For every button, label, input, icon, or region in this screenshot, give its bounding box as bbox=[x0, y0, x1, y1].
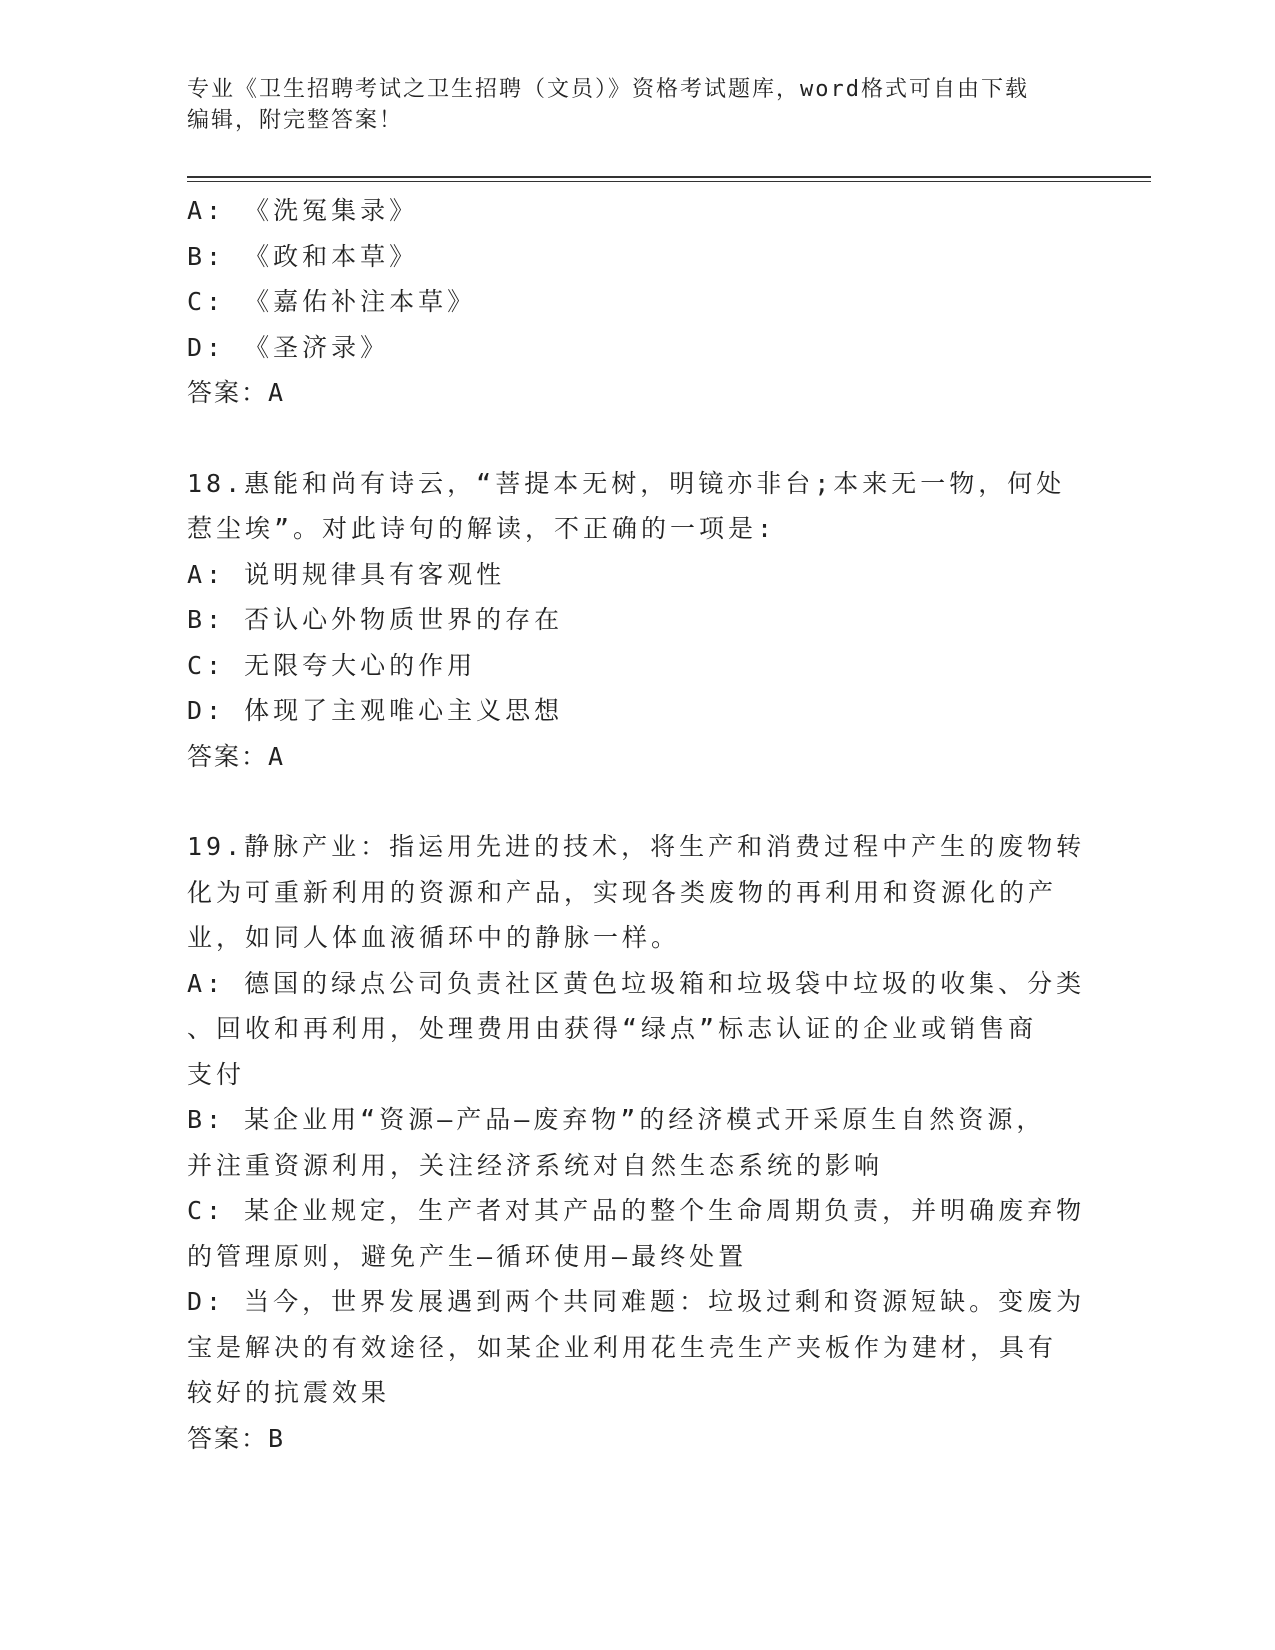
q18-question-line-2: 惹尘埃”。对此诗句的解读，不正确的一项是: bbox=[187, 514, 777, 543]
q18-question-line-1: 18.惠能和尚有诗云，“菩提本无树，明镜亦非台;本来无一物，何处 bbox=[187, 468, 1066, 498]
q18-answer: 答案：A bbox=[187, 741, 286, 771]
q17-option-c: C: 《嘉佑补注本草》 bbox=[187, 287, 477, 316]
q17-option-a: A: 《洗冤集录》 bbox=[187, 196, 419, 225]
question-17 bbox=[187, 188, 1087, 416]
question-19 bbox=[187, 824, 1087, 1461]
q19-option-a-line-1: A: 德国的绿点公司负责社区黄色垃圾箱和垃圾袋中垃圾的收集、分类 bbox=[187, 968, 1086, 998]
header-divider-thin bbox=[187, 181, 1151, 182]
q18-option-b: B: 否认心外物质世界的存在 bbox=[187, 605, 564, 634]
q18-option-d: D: 体现了主观唯心主义思想 bbox=[187, 696, 564, 725]
q19-option-d-line-3: 较好的抗震效果 bbox=[187, 1378, 391, 1407]
q19-question-line-1: 19.静脉产业：指运用先进的技术，将生产和消费过程中产生的废物转 bbox=[187, 832, 1086, 861]
header-divider-thick bbox=[187, 176, 1151, 178]
q19-option-b-line-1: B: 某企业用“资源—产品—废弃物”的经济模式开采原生自然资源， bbox=[187, 1105, 1046, 1134]
q18-option-a: A: 说明规律具有客观性 bbox=[187, 559, 506, 589]
q19-question-line-2: 化为可重新利用的资源和产品，实现各类废物的再利用和资源化的产 bbox=[187, 877, 1058, 907]
q17-answer: 答案：A bbox=[187, 378, 286, 407]
spacer bbox=[187, 416, 1087, 461]
q19-option-a-line-2: 、回收和再利用，处理费用由获得“绿点”标志认证的企业或销售商 bbox=[187, 1014, 1038, 1043]
question-18 bbox=[187, 461, 1087, 780]
header-line-1: 专业《卫生招聘考试之卫生招聘（文员）》资格考试题库，word格式可自由下载 bbox=[187, 77, 1029, 102]
q19-question-line-3: 业，如同人体血液循环中的静脉一样。 bbox=[187, 923, 681, 952]
spacer bbox=[187, 779, 1087, 824]
q19-option-b-line-2: 并注重资源利用，关注经济系统对自然生态系统的影响 bbox=[187, 1150, 884, 1180]
q19-option-c-line-2: 的管理原则，避免产生—循环使用—最终处置 bbox=[187, 1241, 748, 1271]
q19-answer: 答案：B bbox=[187, 1423, 286, 1453]
document-header bbox=[187, 74, 1087, 136]
q19-option-c-line-1: C: 某企业规定，生产者对其产品的整个生命周期负责，并明确废弃物 bbox=[187, 1196, 1086, 1225]
q18-option-c: C: 无限夸大心的作用 bbox=[187, 650, 477, 680]
q17-option-b: B: 《政和本草》 bbox=[187, 241, 419, 271]
q19-option-d-line-2: 宝是解决的有效途径，如某企业利用花生壳生产夹板作为建材，具有 bbox=[187, 1332, 1058, 1362]
header-line-2: 编辑，附完整答案！ bbox=[187, 108, 404, 133]
q17-option-d: D: 《圣济录》 bbox=[187, 332, 390, 362]
question-content bbox=[187, 188, 1087, 1461]
q19-option-d-line-1: D: 当今，世界发展遇到两个共同难题：垃圾过剩和资源短缺。变废为 bbox=[187, 1287, 1086, 1316]
q19-option-a-line-3: 支付 bbox=[187, 1059, 246, 1089]
